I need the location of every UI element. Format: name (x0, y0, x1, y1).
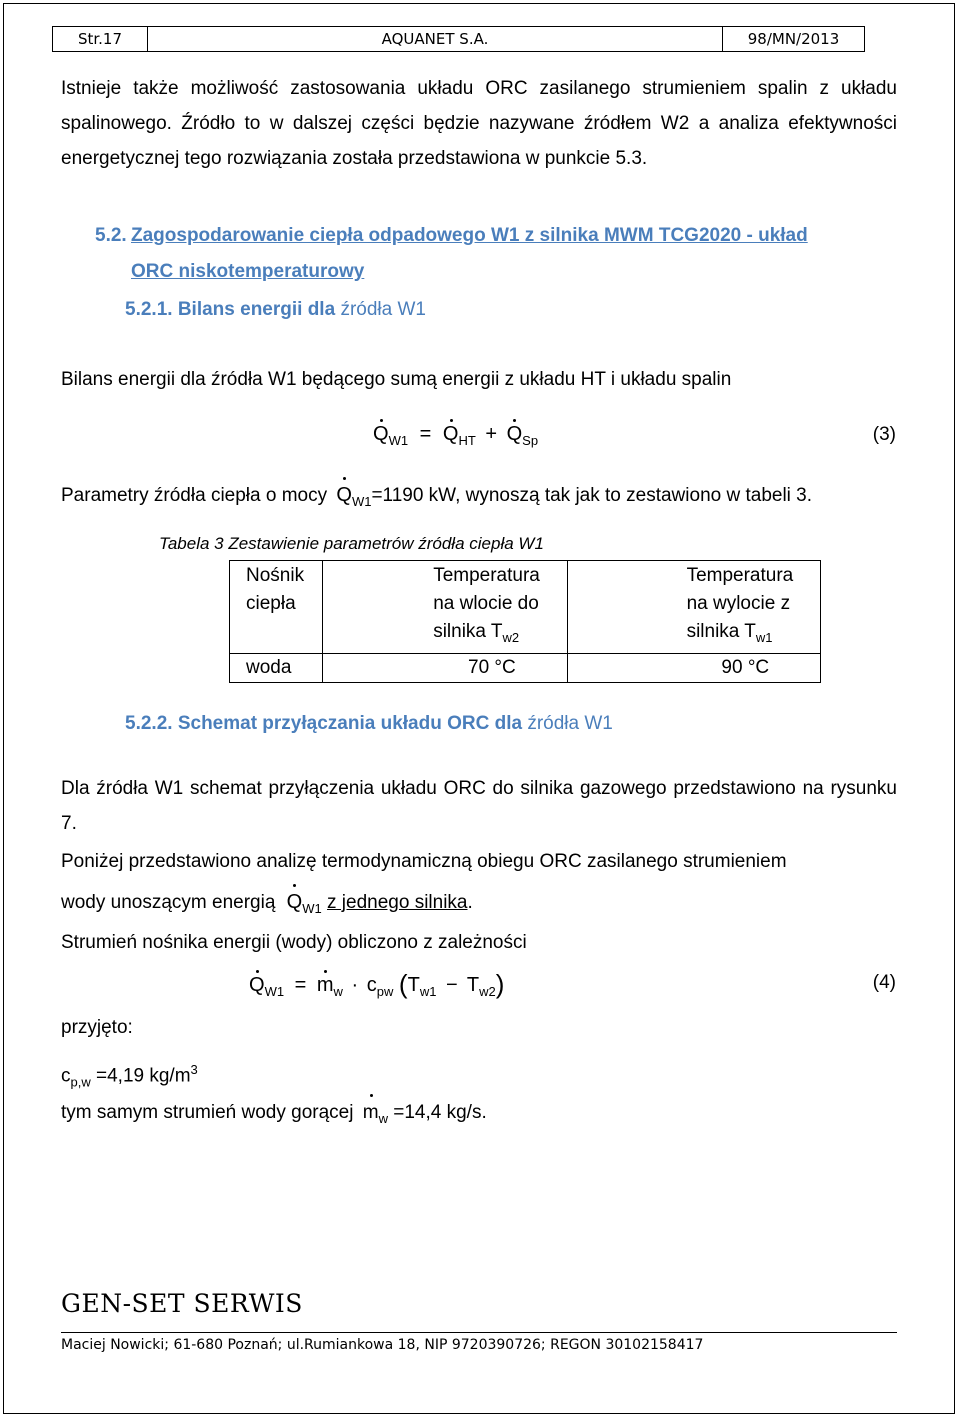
eq4-open-paren: ( (398, 969, 408, 999)
header-inlet-sub: w2 (502, 630, 520, 645)
header-inlet-line1: Temperatura (433, 565, 540, 586)
section-5-2-heading (95, 220, 895, 282)
eq4-t1-sub: w1 (419, 984, 437, 999)
section-5-2-2-title: Schemat przyłączania układu ORC dla (177, 713, 523, 734)
eq4-m-dot: m (317, 971, 334, 999)
header-outlet-line3: silnika T (686, 621, 756, 642)
eq4-cdot: · (351, 974, 359, 996)
header-document-number: 98/MN/2013 (747, 30, 840, 48)
analysis-text-after: . (467, 892, 473, 913)
eq4-c-sub: pw (376, 984, 394, 999)
balance-sentence: Bilans energii dla źródła W1 będącego sumą energii z układu HT i układu spalin (61, 369, 732, 390)
section-5-2-1-title-source: źródła W1 (340, 299, 426, 320)
cp-sup: 3 (190, 1062, 198, 1077)
params-sentence (61, 478, 897, 519)
eq4-q-sub: W1 (264, 984, 285, 999)
params-text-after: =1190 kW, wynoszą tak jak to zestawiono w tabeli 3. (371, 485, 813, 506)
header-outlet-sub: w1 (755, 630, 773, 645)
cp-symbol: c (61, 1065, 71, 1087)
header-outlet-line1: Temperatura (686, 565, 794, 586)
page-header (52, 26, 865, 52)
cp-sub: p,w (70, 1074, 91, 1090)
table-header-carrier (230, 561, 323, 654)
section-5-2-title-line1: Zagospodarowanie ciepła odpadowego W1 z silnika MWM TCG2020 - układ (131, 225, 808, 246)
header-inlet-line2: na wlocie do (433, 593, 539, 614)
params-text-before: Parametry źródła ciepła o mocy (61, 485, 328, 506)
analysis-paragraph-line2 (61, 885, 897, 926)
eq3-sub-a: HT (458, 433, 476, 448)
section-5-2-2-number: 5.2.2. (125, 713, 173, 734)
section-5-2-1-title: Bilans energii dla (177, 299, 336, 320)
header-outlet-line2: na wylocie z (686, 593, 791, 614)
table-cell-medium: woda (230, 654, 323, 683)
section-5-2-1-heading (125, 294, 426, 326)
table-3 (229, 560, 821, 683)
section-5-2-2-title-source: źródła W1 (527, 713, 613, 734)
header-carrier-line1: Nośnik (246, 565, 305, 586)
params-q-sub: W1 (351, 494, 372, 509)
table-row (230, 654, 821, 683)
section-5-2-2-heading (125, 708, 613, 740)
eq4-c: c (366, 974, 377, 996)
eq4-close-paren: ) (495, 969, 505, 999)
analysis-q-dot: Q (287, 885, 303, 920)
analysis-text-before: wody unoszącym energią (61, 892, 276, 913)
eq4-minus: − (446, 974, 458, 996)
eq3-sub-lhs: W1 (388, 433, 409, 448)
analysis-q-sub: W1 (302, 901, 322, 916)
analysis-paragraph-line1: Poniżej przedstawiono analizę termodynamiczną obiegu ORC zasilanego strumieniem (61, 851, 787, 872)
result-text-after: =14,4 kg/s. (387, 1102, 487, 1123)
cp-value-line (61, 1052, 897, 1099)
equation-3 (373, 420, 538, 455)
eq4-t2: T (466, 974, 480, 996)
intro-paragraph: Istnieje także możliwość zastosowania układu ORC zasilanego strumieniem spalin z układu spalinowego. Źródło to w dalszej części będzie nazywane źródłem W2 a analiza efektywności energetycznej tego rozwiązania została przedstawiona w punkcie 5.3. (61, 78, 897, 169)
table-3-caption: Tabela 3 Zestawienie parametrów źródła ciepła W1 (159, 534, 544, 553)
eq4-m-sub: w (333, 984, 343, 999)
result-m-dot: m (363, 1095, 379, 1130)
section-5-2-number: 5.2. (95, 225, 127, 246)
eq3-q-dot-a: Q (443, 420, 459, 448)
result-text-before: tym samym strumień wody gorącej (61, 1102, 354, 1123)
table-header-row (230, 561, 821, 654)
footer-company-name: GEN-SET SERWIS (61, 1289, 303, 1318)
params-q-dot: Q (336, 478, 352, 513)
table-cell-inlet-temp: 70 °C (323, 654, 567, 683)
table-cell-outlet-temp: 90 °C (567, 654, 820, 683)
header-page-number: Str.17 (53, 27, 148, 51)
header-inlet-line3: silnika T (433, 621, 503, 642)
table-header-inlet-temp (323, 561, 567, 654)
assumed-label: przyjęto: (61, 1017, 133, 1038)
table-header-outlet-temp (567, 561, 820, 654)
equation-4-number: (4) (872, 972, 896, 993)
eq4-equals: = (294, 974, 307, 996)
footer-divider (61, 1332, 897, 1333)
eq3-q-dot: Q (373, 420, 389, 448)
section-5-2-1-number: 5.2.1. (125, 299, 173, 320)
eq4-t1: T (407, 974, 420, 996)
eq4-q-dot: Q (249, 971, 265, 999)
equation-3-number: (3) (872, 424, 896, 445)
eq3-plus: + (485, 423, 498, 445)
analysis-underlined: z jednego silnika (327, 892, 468, 913)
eq4-t2-sub: w2 (479, 984, 496, 999)
footer-address: Maciej Nowicki; 61-680 Poznań; ul.Rumiankowa 18, NIP 9720390726; REGON 30102158417 (61, 1337, 704, 1353)
flow-paragraph: Strumień nośnika energii (wody) obliczono z zależności (61, 932, 527, 953)
header-company: AQUANET S.A. (148, 27, 723, 51)
eq3-equals: = (419, 423, 432, 445)
header-carrier-line2: ciepła (246, 593, 296, 614)
eq3-sub-b: Sp (522, 433, 539, 448)
result-line (61, 1095, 897, 1136)
scheme-paragraph: Dla źródła W1 schemat przyłączenia układu ORC do silnika gazowego przedstawiono na rysunku 7. (61, 778, 897, 834)
equation-4 (249, 970, 504, 1006)
section-5-2-title-line2: ORC niskotemperaturowy (131, 261, 365, 282)
eq3-q-dot-b: Q (507, 420, 523, 448)
cp-value: =4,19 kg/m (90, 1065, 191, 1087)
result-m-sub: w (378, 1111, 388, 1126)
